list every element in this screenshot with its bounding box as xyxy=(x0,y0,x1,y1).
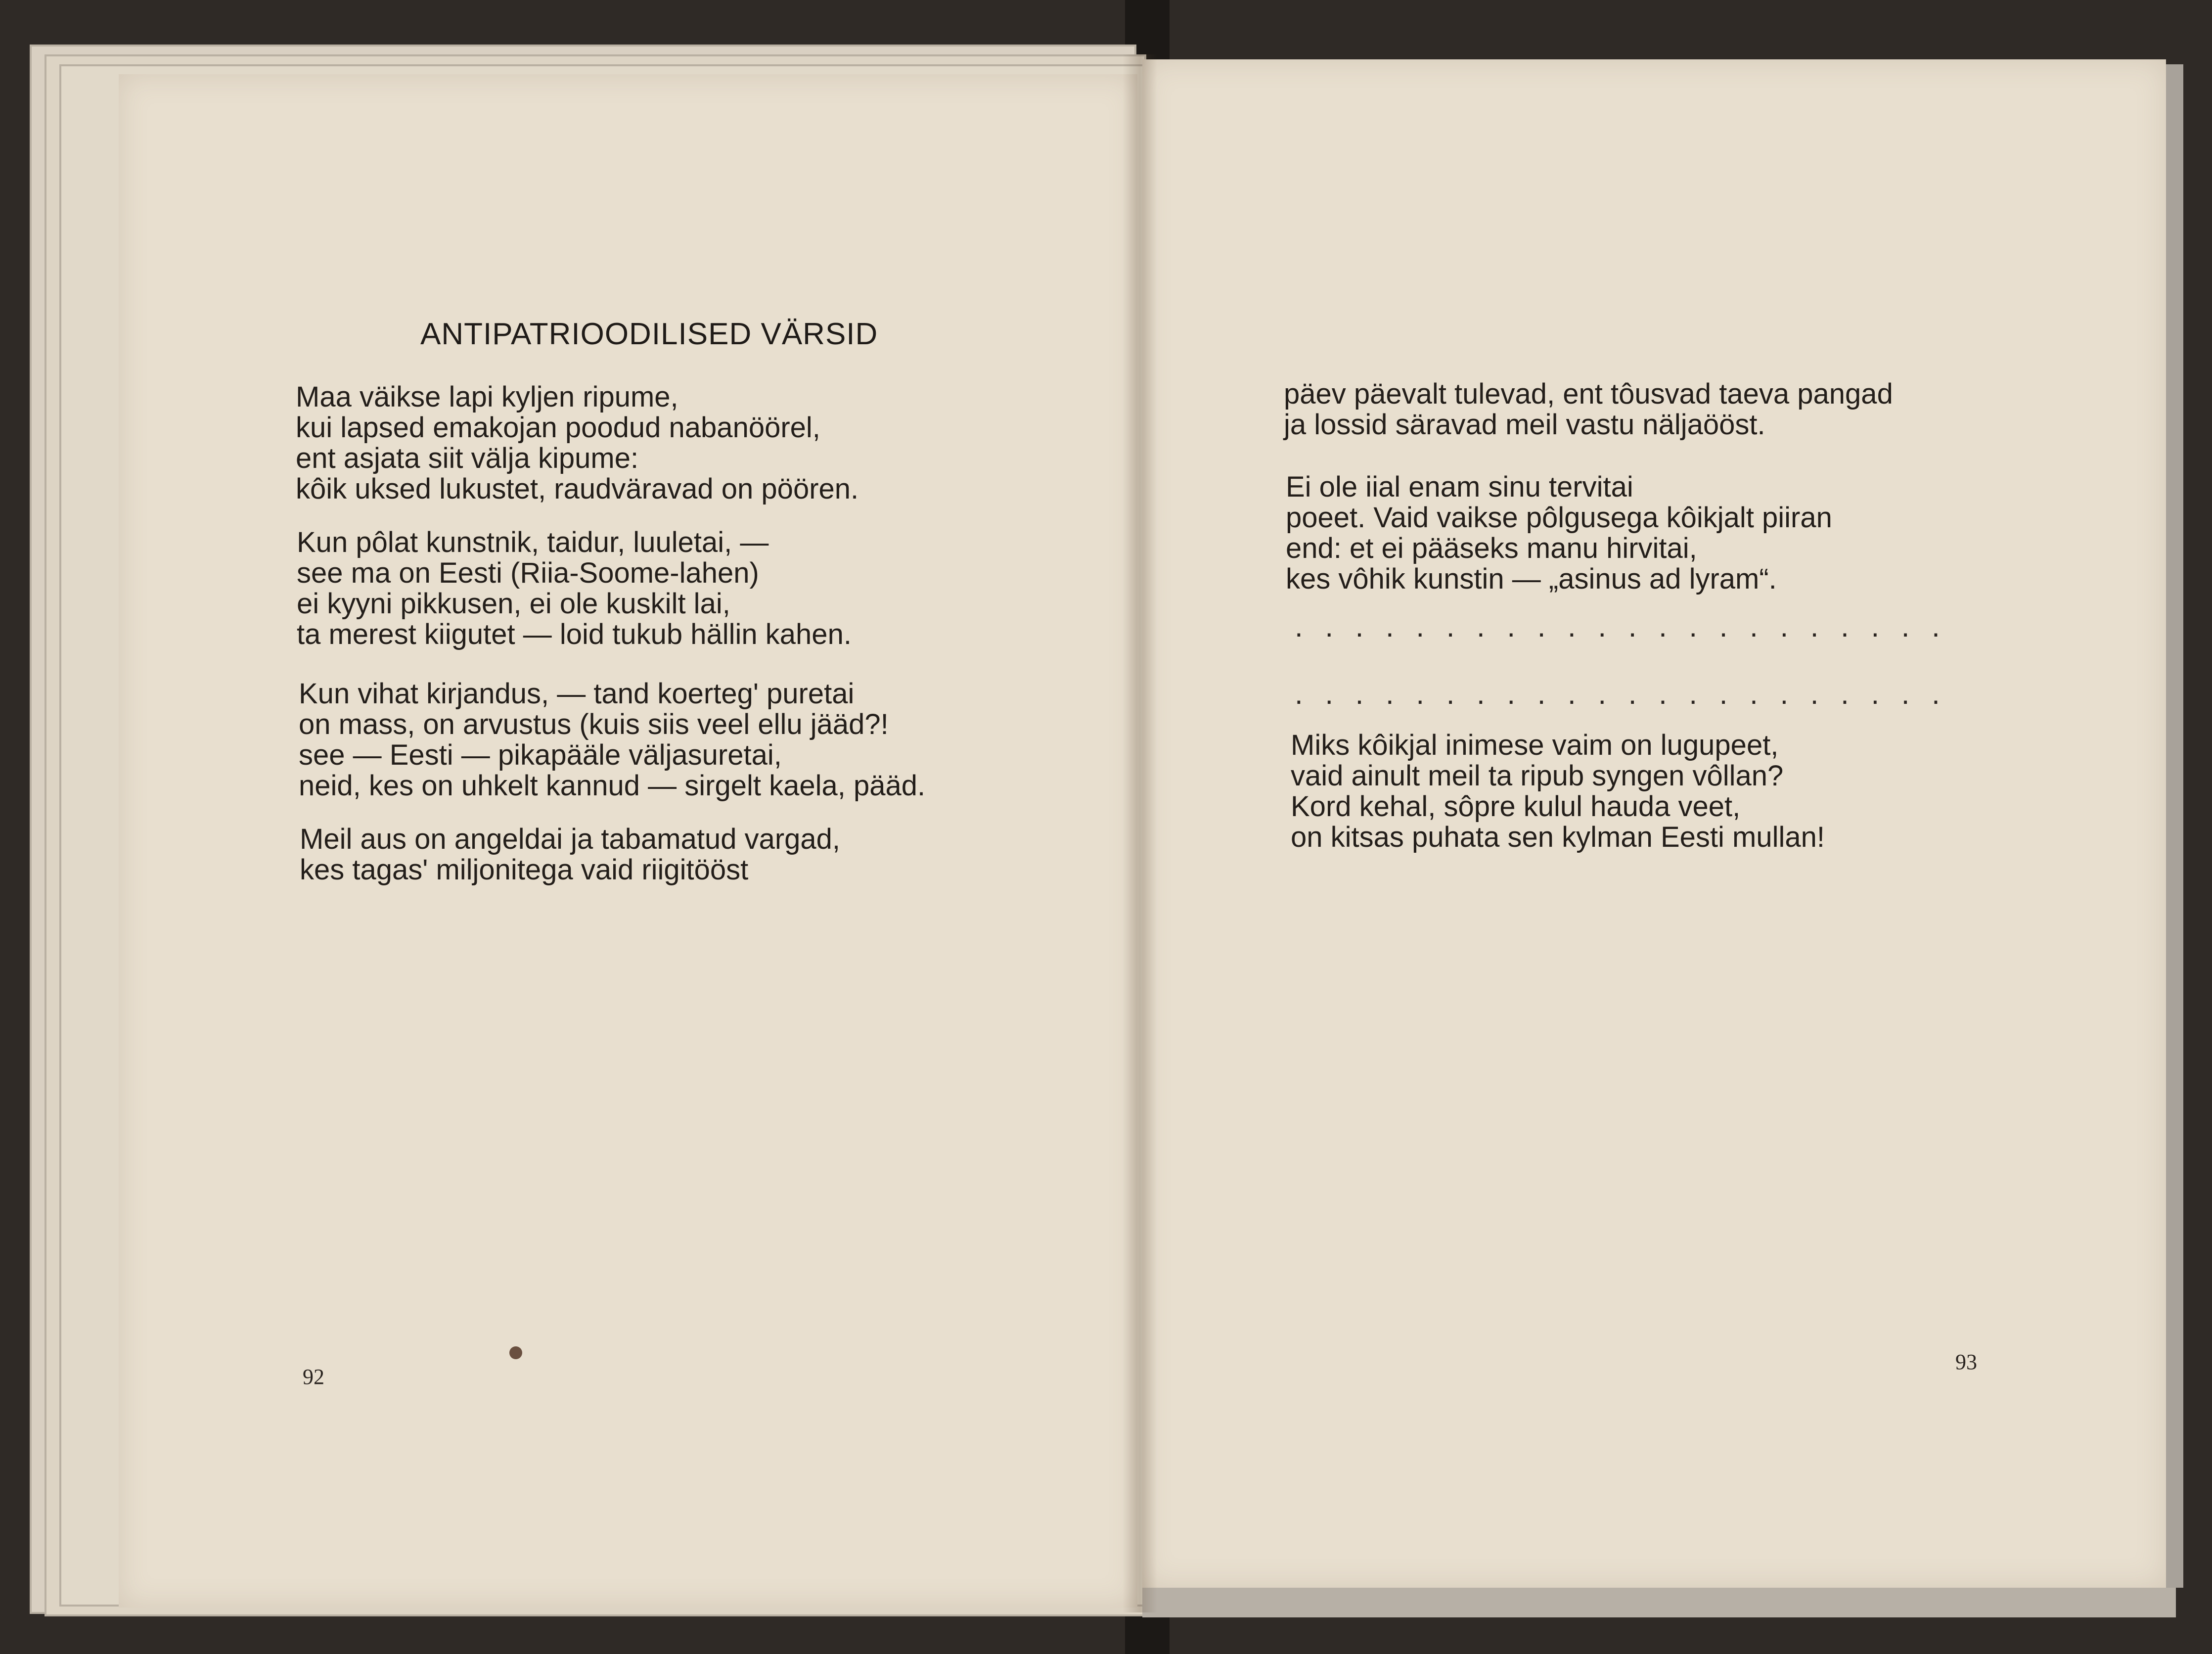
stanza xyxy=(1286,472,1832,595)
verse-line: Kord kehal, sôpre kulul hauda veet, xyxy=(1291,790,1741,823)
verse-line: poeet. Vaid vaikse pôlgusega kôikjalt piiran xyxy=(1286,502,1832,534)
page-number: 92 xyxy=(303,1365,324,1389)
verse-line: päev päevalt tulevad, ent tôusvad taeva pangad xyxy=(1284,378,1893,410)
page-number: 93 xyxy=(1955,1350,1977,1374)
stanza xyxy=(1284,379,1893,440)
verse-line: ent asjata siit välja kipume: xyxy=(296,442,639,474)
verse-line: see ma on Eesti (Riia-Soome-lahen) xyxy=(297,557,759,589)
verse-line: kes vôhik kunstin — „asinus ad lyram“. xyxy=(1286,563,1777,595)
verse-line: vaid ainult meil ta ripub syngen vôllan? xyxy=(1291,760,1784,792)
stanza xyxy=(299,679,925,801)
verse-line: ta merest kiigutet — loid tukub hällin kahen. xyxy=(297,618,852,650)
verse-line: ja lossid säravad meil vastu näljaööst. xyxy=(1284,409,1765,441)
verse-line: neid, kes on uhkelt kannud — sirgelt kaela, pääd. xyxy=(299,770,926,802)
verse-line: Kun vihat kirjandus, — tand koerteg' puretai xyxy=(299,678,855,710)
verse-line: Maa väikse lapi kyljen ripume, xyxy=(296,381,678,413)
stanza xyxy=(296,382,858,505)
ink-speck xyxy=(509,1346,522,1359)
verse-line: Meil aus on angeldai ja tabamatud vargad, xyxy=(300,823,841,855)
verse-line: kôik uksed lukustet, raudväravad on pöören. xyxy=(296,473,859,505)
verse-line: Ei ole iial enam sinu tervitai xyxy=(1286,471,1633,503)
verse-line: end: et ei pääseks manu hirvitai, xyxy=(1286,532,1697,564)
stanza xyxy=(297,527,852,650)
verse-line: see — Eesti — pikapääle väljasuretai, xyxy=(299,739,782,771)
poem-title: ANTIPATRIOODILISED VÄRSID xyxy=(420,317,878,351)
gutter-shadow xyxy=(1123,54,1157,1612)
verse-line: on kitsas puhata sen kylman Eesti mullan! xyxy=(1291,821,1825,853)
ellipsis-row: . . . . . . . . . . . . . . . . . . . . . . xyxy=(1295,677,1947,710)
verse-line: Kun pôlat kunstnik, taidur, luuletai, — xyxy=(297,526,769,558)
verse-line: ei kyyni pikkusen, ei ole kuskilt lai, xyxy=(297,588,730,620)
verse-line: Miks kôikjal inimese vaim on lugupeet, xyxy=(1291,729,1779,761)
verse-line: kes tagas' miljonitega vaid riigitööst xyxy=(300,854,749,886)
ellipsis-row: . . . . . . . . . . . . . . . . . . . . . . xyxy=(1295,610,1947,643)
stanza xyxy=(300,824,840,885)
stanza xyxy=(1291,730,1825,853)
bottom-page-edge xyxy=(1142,1588,2176,1617)
verse-line: kui lapsed emakojan poodud nabanöörel, xyxy=(296,412,820,444)
verse-line: on mass, on arvustus (kuis siis veel ellu jääd?! xyxy=(299,708,889,740)
